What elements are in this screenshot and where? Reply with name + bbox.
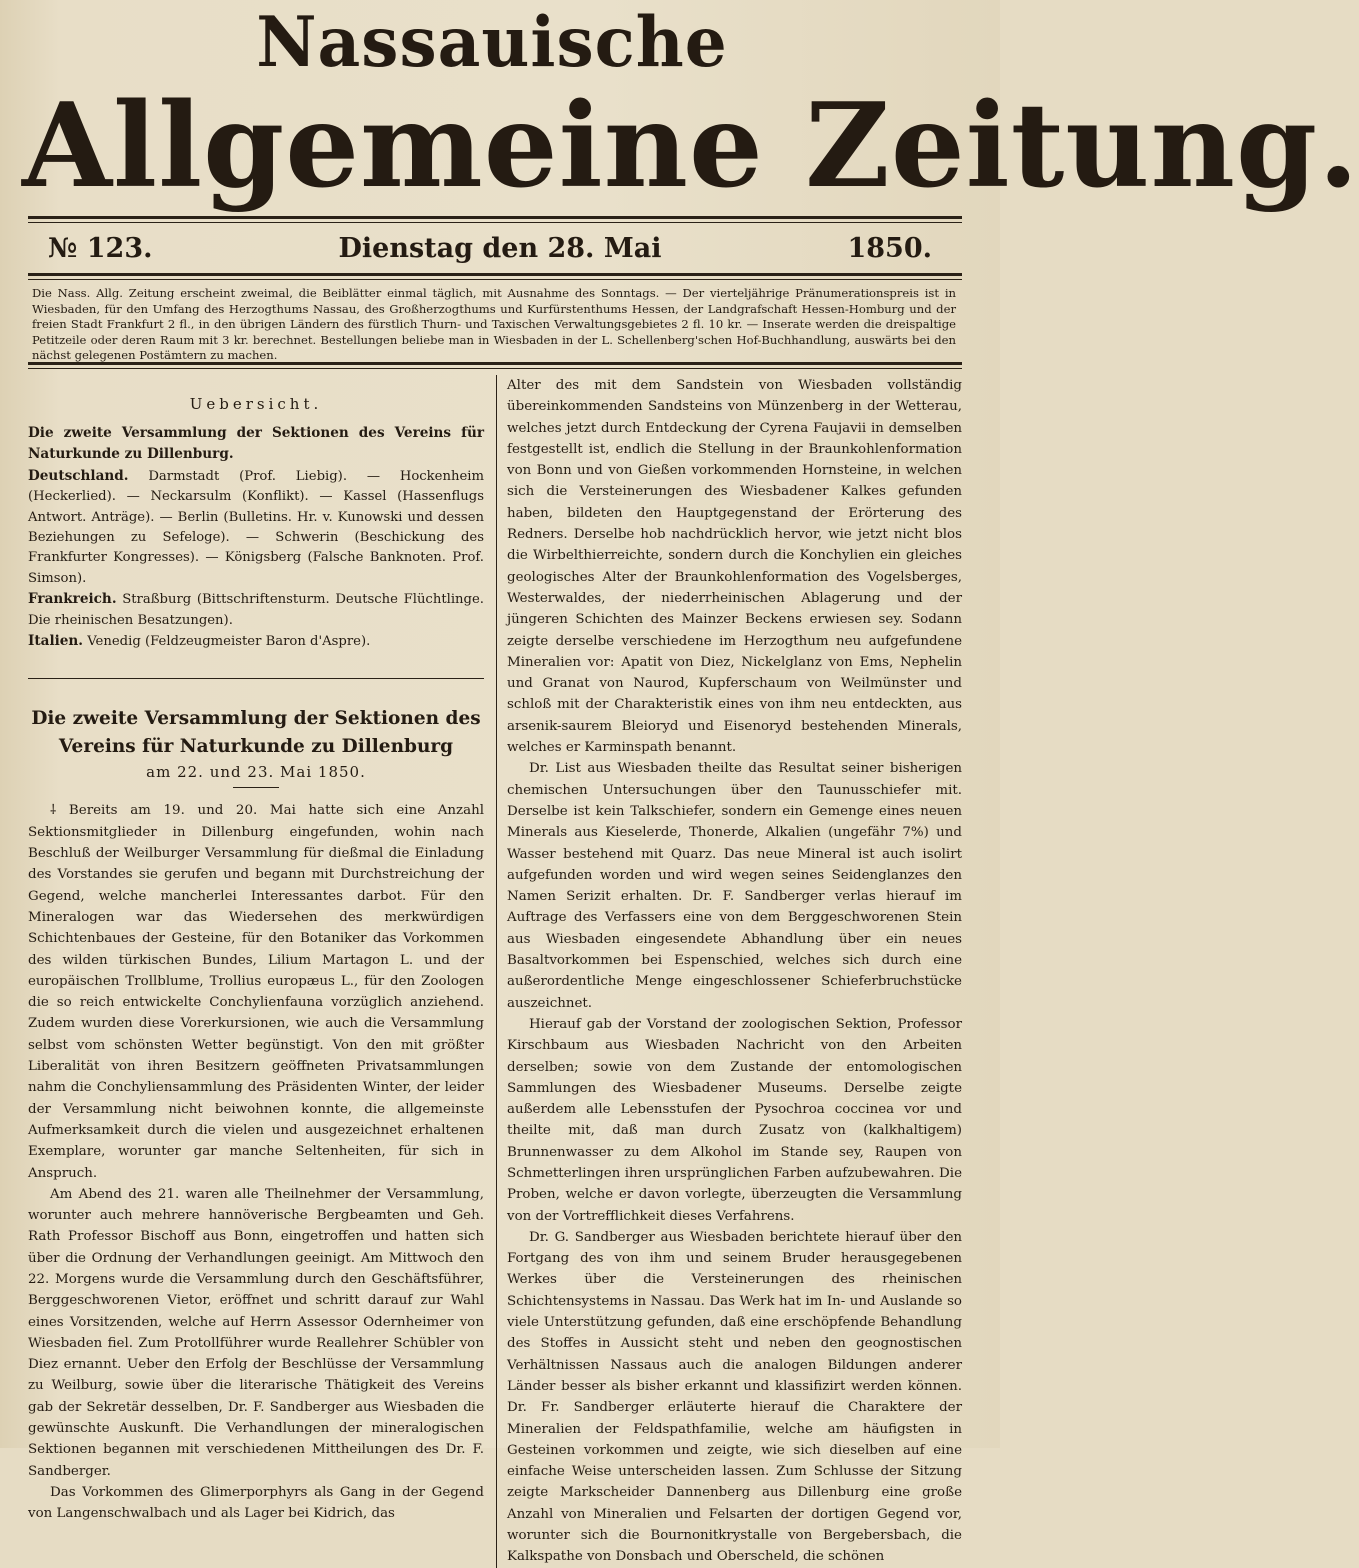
paragraph: Am Abend des 21. waren alle Theilnehmer der Versammlung, worunter auch mehrere hannöverische Bergbeamten und Geh. Rath Professor Bischoff aus Bonn, eingetroffen und hatten sich über die Ordnung der Verhandlungen geeinigt. Am Mittwoch den 22. Morgens wurde die Versammlung durch den Geschäftsführer, Berggeschworenen Vietor, eröffnet und schritt darauf zur Wahl eines Vorsitzenden, welche auf Herrn Assessor Odernheimer von Wiesbaden fiel. Zum Protollführer wurde Reallehrer Schübler von Diez ernannt. Ueber den Erfolg der Beschlüsse der Versammlung zu Weilburg, sowie über die literarische Thätigkeit des Vereins gab der Sekretär desselben, Dr. F. Sandberger aus Wiesbaden die gewünschte Auskunft. Die Verhandlungen der mineralogischen Sektionen begannen mit verschiedenen Mittheilungen des Dr. F. Sandberger. — [28, 1186, 484, 1479]
column-rule — [496, 375, 497, 1568]
toc-lead: Deutschland. — [28, 467, 129, 484]
toc-lead: Frankreich. — [28, 591, 117, 608]
article-title: Die zweite Versammlung der Sektionen des Vereins für Naturkunde zu Dillenburg — [31, 708, 481, 758]
paragraph: Dr. G. Sandberger aus Wiesbaden berichtete hierauf über den Fortgang des von ihm und seinem Bruder herausgegebenen Werkes über die Versteinerungen des rheinischen Schichtensystems in Nassau. Das Werk hat im In- und Auslande so viele Unterstützung gefunden, daß eine erschöpfende Behandlung des Stoffes in Aussicht steht und neben den geognostischen Verhältnissen Nassaus auch die analogen Bildungen anderer Länder besser als bisher erkannt und klassifizirt werden können. Dr. Fr. Sandberger erläuterte hierauf die Charaktere der Mineralien der Feldspathfamilie, welche am häufigsten in Gesteinen vorkommen und zeigte, wie sich dieselben auf eine einfache Weise unterscheiden lassen. Zum Schlusse der Sitzung zeigte Markscheider Dannenberg aus Dillenburg eine große Anzahl von Mineralien und Felsarten der dortigen Gegend vor, worunter sich die Bournonitkrystalle von Bergebersbach, die Kalkspathe von Donsbach und Oberscheld, die schönen — [507, 1229, 962, 1565]
dateline-rule — [28, 273, 962, 280]
issue-date: Dienstag den 28. Mai — [338, 232, 662, 264]
masthead-title: Allgemeine Zeitung. — [22, 78, 1359, 214]
masthead-line1: Nassauische — [256, 1, 728, 84]
masthead-rule — [28, 216, 962, 223]
right-column — [507, 369, 962, 1568]
issue-number: № 123. — [48, 232, 153, 264]
toc-entry: Frankreich. Straßburg (Bittschriftensturm. Deutsche Flüchtlinge. Die rheinischen Besatzungen). — [28, 591, 484, 628]
toc-entry: Italien. Venedig (Feldzeugmeister Baron d'Aspre). — [28, 633, 371, 650]
article-body-left — [28, 800, 484, 1524]
paragraph: Alter des mit dem Sandstein von Wiesbaden vollständig übereinkommenden Sandsteins von Münzenberg in der Wetterau, welches jetzt durch Entdeckung der Cyrena Faujavii in demselben festgestellt ist, endlich die Stellung in der Braunkohlenformation von Bonn und von Gießen vorkommenden Hornsteine, in welchen sich die Versteinerungen des Wiesbadener Kalkes gefunden haben, bildeten den Hauptgegenstand der Erörterung des Redners. Derselbe hob nachdrücklich hervor, wie jetzt nicht blos die Wirbelthierreichte, sondern durch die Konchylien ein gleiches geologisches Alter der Braunkohlenformation des Vogelsberges, Westerwaldes, der niederrheinischen Ablagerung und der jüngeren Schichten des Mainzer Beckens erwiesen sey. Sodann zeigte derselbe verschiedene im Herzogthum neu aufgefundene Mineralien vor: Apatit von Diez, Nickelglanz von Ems, Nephelin und Granat von Naurod, Kupferschaum von Weilmünster und schloß mit der Charakteristik eines von ihm neu entdeckten, aus arsenik-saurem Bleioryd und Eisenoryd bestehenden Minerals, welches er Karminspath benannt. — [507, 378, 962, 756]
toc-lead: Italien. — [28, 633, 84, 650]
article-subtitle: am 22. und 23. Mai 1850. — [146, 763, 366, 782]
article-columns — [28, 369, 962, 1568]
toc-lead: Die zweite Versammlung der Sektionen des Vereins für Naturkunde zu Dillenburg. — [28, 425, 484, 463]
subscription-notice: Die Nass. Allg. Zeitung erscheint zweimal, die Beiblätter einmal täglich, mit Ausnahme des Sonntags. — Der vierteljährige Pränumerationspreis ist in Wiesbaden, für den Umfang des Herzogthums Nassau, des Großherzogthums und Kurfürstenthums Hessen, der Landgrafschaft Hessen-Homburg und der freien Stadt Frankfurt 2 fl., in den übrigen Ländern des fürstlich Thurn- und Taxischen Verwaltungsgebietes 2 fl. 10 kr. — Inserate werden die dreispaltige Petitzeile oder deren Raum mit 3 kr. berechnet. Bestellungen beliebe man in Wiesbaden in der L. Schellenberg'schen Hof-Buchhandlung, auswärts bei den nächst gelegenen Postämtern zu machen. — [32, 286, 956, 362]
toc-heading: Uebersicht. — [189, 395, 323, 413]
article-body-right — [507, 375, 962, 1568]
paragraph: Hierauf gab der Vorstand der zoologischen Sektion, Professor Kirschbaum aus Wiesbaden Nachricht von den Arbeiten derselben; sowie von dem Zustande der entomologischen Sammlungen des Wiesbadener Museums. Derselbe zeigte außerdem alle Lebensstufen der Pysochroa coccinea vor und theilte mit, daß man durch Zusatz von (kalkhaltigem) Brunnenwasser zu dem Alkohol im Stande sey, Raupen von Schmetterlingen ihren ursprünglichen Farben aufzubewahren. Die Proben, welche er davon vorlegte, überzeugten die Versammlung von der Vortrefflichkeit dieses Verfahrens. — [507, 1016, 962, 1224]
masthead — [22, 0, 1359, 216]
paragraph: ⸸ Bereits am 19. und 20. Mai hatte sich eine Anzahl Sektionsmitglieder in Dillenburg eingefunden, wohin nach Beschluß der Weilburger Versammlung für dießmal die Einladung des Vorstandes sie gerufen und begann mit Durchstreichung der Gegend, welche mancherlei Interessantes darbot. Für den Mineralogen war das Wiedersehen des merkwürdigen Schichtenbaues der Gesteine, für den Botaniker das Vorkommen des wilden türkischen Bundes, Lilium Martagon L. und der europäischen Trollblume, Trollius europæus L., für den Zoologen die so reich entwickelte Conchylienfauna vorzüglich anziehend. Zudem wurden diese Vorerkursionen, wie auch die Versammlung selbst vom schönsten Wetter begünstigt. Von den mit größter Liberalität von ihren Besitzern geöffneten Privatsammlungen nahm die Conchyliensammlung des Präsidenten Winter, der leider der Versammlung nicht beiwohnen konnte, die allgemeinste Aufmerksamkeit durch die vielen und ausgezeichnet erhaltenen Exemplare, worunter gar manche Seltenheiten, für sich in Anspruch. — [28, 803, 484, 1181]
issue-year: 1850. — [847, 232, 932, 264]
toc-divider — [28, 678, 484, 679]
toc-entry — [28, 423, 484, 466]
paragraph: Dr. List aus Wiesbaden theilte das Resultat seiner bisherigen chemischen Untersuchungen über den Taunusschiefer mit. Derselbe ist kein Talkschiefer, sondern ein Gemenge eines neuen Minerals aus Kieselerde, Thonerde, Alkalien (ungefähr 7%) und Wasser bestehend mit Quarz. Das neue Mineral ist auch isolirt aufgefunden worden und wird wegen seines Seidenglanzes den Namen Serizit erhalten. Dr. F. Sandberger verlas hierauf im Auftrage des Verfassers eine von dem Berggeschworenen Stein aus Wiesbaden eingesendete Abhandlung über ein neues Basaltvorkommen bei Espenschied, welches sich durch eine außerordentliche Menge eingeschlossener Schieferbruchstücke auszeichnet. — [507, 761, 962, 1011]
subtitle-rule — [233, 787, 279, 788]
left-column — [28, 369, 492, 1568]
paragraph: Das Vorkommen des Glimerporphyrs als Gang in der Gegend von Langenschwalbach und als Lager bei Kidrich, das — [28, 1484, 484, 1522]
toc-entry: Deutschland. Darmstadt (Prof. Liebig). — Hockenheim (Heckerlied). — Neckarsulm (Konflikt). — Kassel (Hassenflugs Antwort. Anträge). — Berlin (Bulletins. Hr. v. Kunowski und dessen Beziehungen zu Sefeloge). — Schwerin (Beschickung des Frankfurter Kongresses). — Königsberg (Falsche Banknoten. Prof. Simson). — [28, 467, 484, 586]
dateline — [22, 223, 962, 273]
